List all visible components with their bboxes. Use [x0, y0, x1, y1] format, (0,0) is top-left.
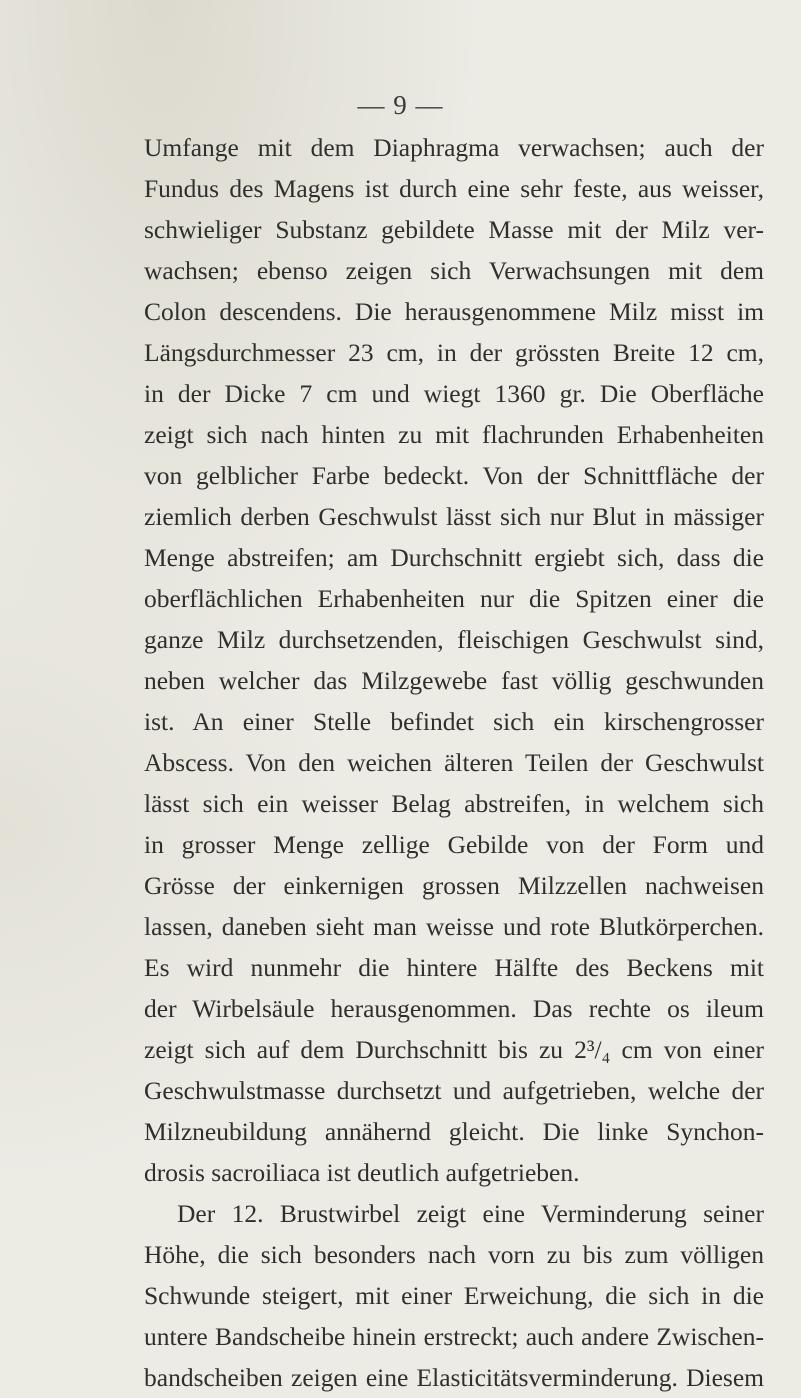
text-line: Der 12. Brustwirbel zeigt eine Verminderung seiner: [177, 1199, 764, 1228]
text-line: Fundus des Magens ist durch eine sehr feste, aus weisser,: [144, 174, 764, 203]
text-line: lassen, daneben sieht man weisse und rote Blutkörperchen.: [144, 912, 764, 941]
text-line: in grosser Menge zellige Gebilde von der Form und: [144, 830, 764, 859]
text-line: bandscheiben zeigen eine Elasticitätsverminderung. Diesem: [144, 1363, 764, 1392]
text-line: Colon descendens. Die herausgenommene Milz misst im: [144, 297, 764, 326]
text-line: Menge abstreifen; am Durchschnitt ergiebt sich, dass die: [144, 543, 764, 572]
text-line: Abscess. Von den weichen älteren Teilen der Geschwulst: [144, 748, 764, 777]
text-line: ist. An einer Stelle befindet sich ein kirschengrosser: [144, 707, 764, 736]
text-line: von gelblicher Farbe bedeckt. Von der Schnittfläche der: [144, 461, 764, 490]
body-text: [144, 127, 764, 1398]
text-line: oberflächlichen Erhabenheiten nur die Spitzen einer die: [144, 584, 764, 613]
text-line: Es wird nunmehr die hintere Hälfte des Beckens mit: [144, 953, 764, 982]
text-line: wachsen; ebenso zeigen sich Verwachsungen mit dem: [144, 256, 764, 285]
text-line: zeigt sich nach hinten zu mit flachrunden Erhabenheiten: [144, 420, 764, 449]
text-line: drosis sacroiliaca ist deutlich aufgetrieben.: [144, 1158, 580, 1187]
text-line: neben welcher das Milzgewebe fast völlig geschwunden: [144, 666, 764, 695]
text-line: untere Bandscheibe hinein erstreckt; auch andere Zwischen-: [144, 1322, 764, 1351]
text-line: der Wirbelsäule herausgenommen. Das rechte os ileum: [144, 994, 764, 1023]
text-line: Geschwulstmasse durchsetzt und aufgetrieben, welche der: [144, 1076, 764, 1105]
text-line: Schwunde steigert, mit einer Erweichung, die sich in die: [144, 1281, 764, 1310]
text-line: Umfange mit dem Diaphragma verwachsen; auch der: [144, 133, 764, 162]
text-line: ganze Milz durchsetzenden, fleischigen Geschwulst sind,: [144, 625, 764, 654]
text-line: Längsdurchmesser 23 cm, in der grössten Breite 12 cm,: [144, 338, 764, 367]
page-number: — 9 —: [357, 90, 444, 120]
text-line: Grösse der einkernigen grossen Milzzellen nachweisen: [144, 871, 764, 900]
text-line: schwieliger Substanz gebildete Masse mit der Milz ver-: [144, 215, 764, 244]
text-line: ziemlich derben Geschwulst lässt sich nur Blut in mässiger: [144, 502, 764, 531]
text-line: in der Dicke 7 cm und wiegt 1360 gr. Die Oberfläche: [144, 379, 764, 408]
text-line: Höhe, die sich besonders nach vorn zu bis zum völligen: [144, 1240, 764, 1269]
text-line: lässt sich ein weisser Belag abstreifen, in welchem sich: [144, 789, 764, 818]
text-line: Milzneubildung annähernd gleicht. Die linke Synchon-: [144, 1117, 764, 1146]
text-line: zeigt sich auf dem Durchschnitt bis zu 2³/₄ cm von einer: [144, 1035, 764, 1064]
